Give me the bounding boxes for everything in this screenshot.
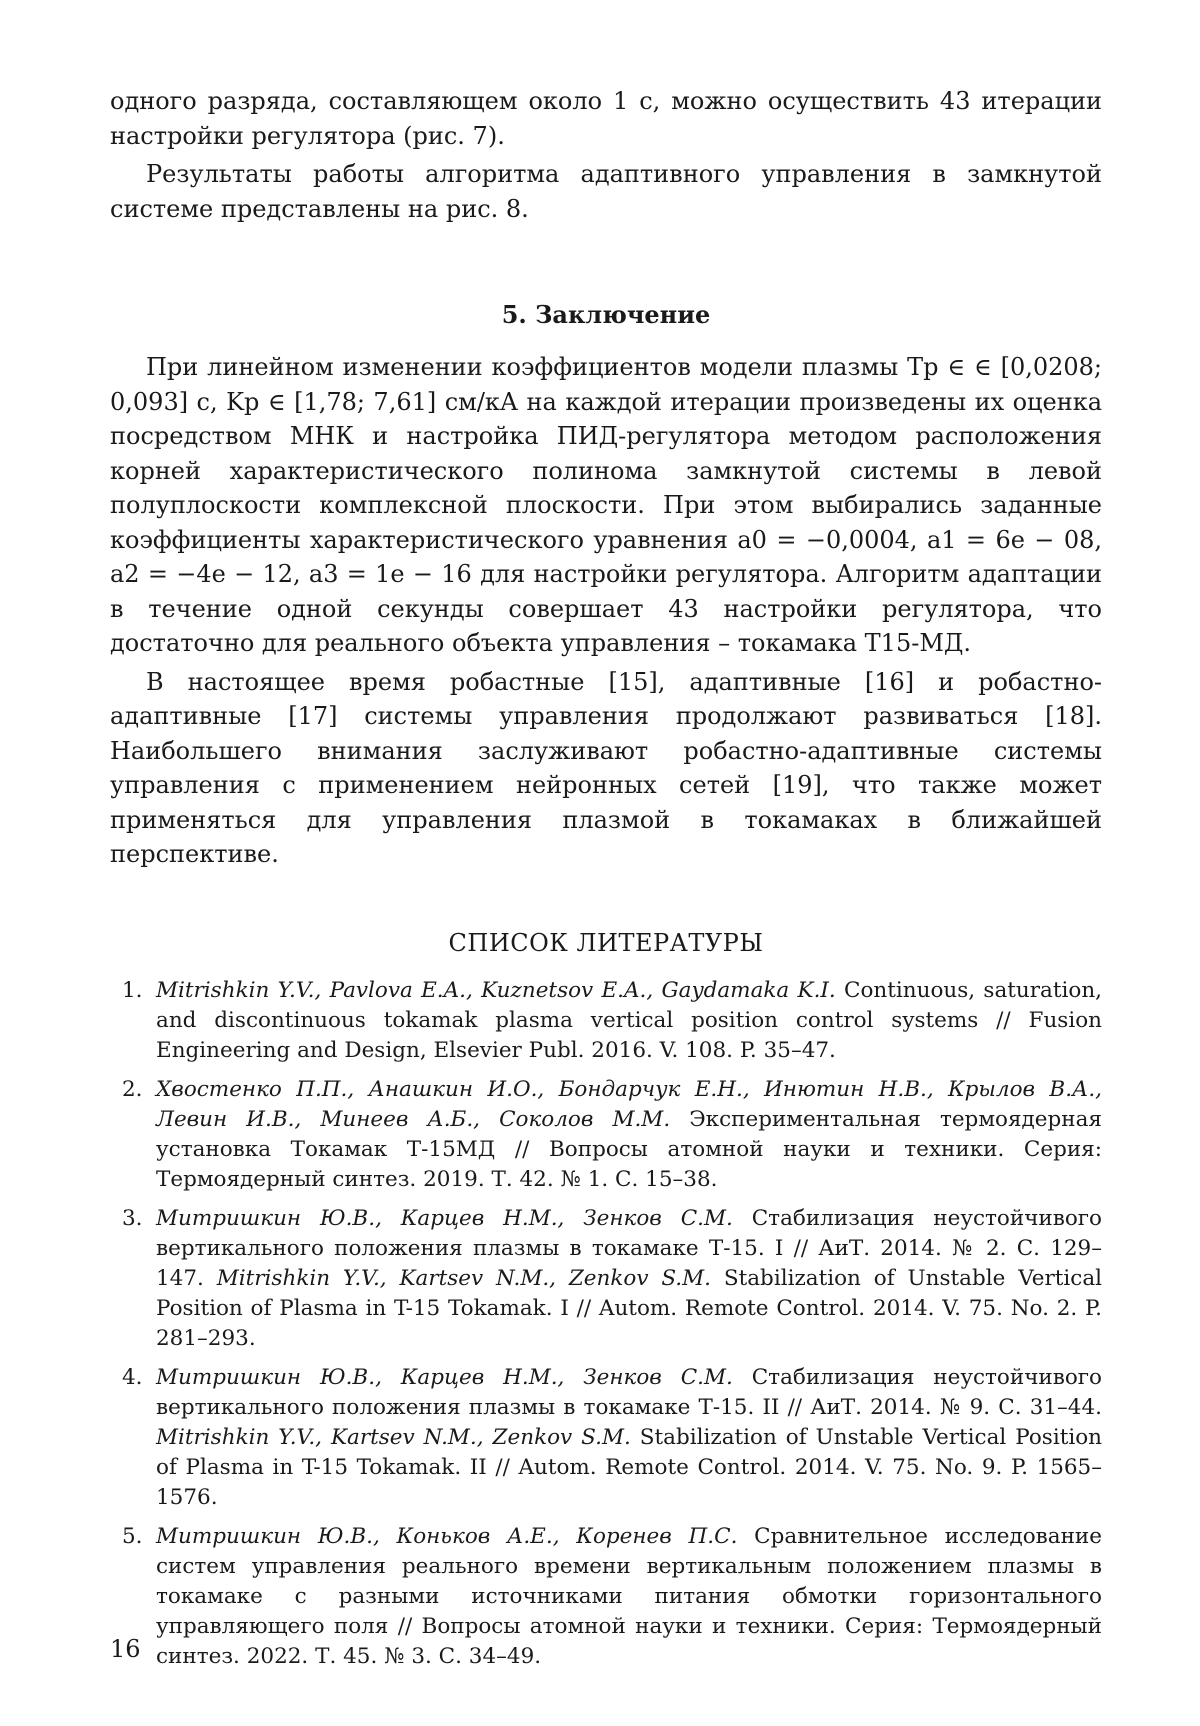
intro-paragraph-1: одного разряда, составляющем около 1 с, можно осуществить 43 итерации настройки регулятора (рис. 7). bbox=[110, 87, 1102, 150]
reference-list bbox=[110, 976, 1102, 1672]
reference-text-translation: Stabilization of Unstable Vertical Position of Plasma in T-15 Tokamak. I // Autom. Remote Control. 2014. V. 75. No. 2. P. 281–293. bbox=[156, 1265, 1103, 1351]
page-number: 16 bbox=[110, 1635, 141, 1663]
conclusion-paragraph-1: При линейном изменении коэффициентов модели плазмы Tp ∈ ∈ [0,0208; 0,093] с, Kp ∈ [1,78; 7,61] см/кА на каждой итерации произведены их оценка посредством МНК и настройка ПИД-регулятора методом расположения корней характеристического полинома замкнутой системы в левой полуплоскости комплексной плоскости. При этом выбирались заданные коэффициенты характеристического уравнения a0 = −0,0004, a1 = 6e − 08, a2 = −4e − 12, a3 = 1e − 16 для настройки регулятора. Алгоритм адаптации в течение одной секунды совершает 43 настройки регулятора, что достаточно для реального объекта управления – токамака Т15-МД. bbox=[110, 353, 1102, 657]
reference-authors: Mitrishkin Y.V., Pavlova E.A., Kuznetsov E.A., Gaydamaka K.I. bbox=[156, 977, 836, 1003]
reference-text: Continuous, saturation, and discontinuous tokamak plasma vertical position control systems // Fusion Engineering and Design, Elsevier Publ. 2016. V. 108. P. 35–47. bbox=[156, 977, 1102, 1063]
reference-item bbox=[110, 976, 1102, 1066]
reference-text: Стабилизация неустойчивого вертикального положения плазмы в токамаке Т-15. I // АиТ. 2014. № 2. С. 129–147. bbox=[156, 1205, 1102, 1291]
reference-number: 5. bbox=[122, 1523, 143, 1549]
reference-number: 1. bbox=[122, 977, 143, 1003]
page-body bbox=[110, 84, 1102, 1681]
conclusion-paragraph-2: В настоящее время робастные [15], адаптивные [16] и робастно-адаптивные [17] системы управления продолжают развиваться [18]. Наибольшего внимания заслуживают робастно-адаптивные системы управления с применением нейронных сетей [19], что также может применяться для управления плазмой в токамаках в ближайшей перспективе. bbox=[110, 667, 1102, 868]
reference-number: 2. bbox=[122, 1076, 143, 1102]
reference-text: Сравнительное исследование систем управления реального времени вертикальным положением плазмы в токамаке с разными источниками питания обмотки горизонтального управляющего поля // Вопросы атомной науки и техники. Серия: Термоядерный синтез. 2022. Т. 45. № 3. С. 34–49. bbox=[156, 1523, 1102, 1669]
intro-paragraph-2: Результаты работы алгоритма адаптивного управления в замкнутой системе представлены на рис. 8. bbox=[110, 160, 1102, 223]
reference-authors: Митришкин Ю.В., Карцев Н.М., Зенков С.М. bbox=[156, 1205, 733, 1231]
reference-text-translation: Stabilization of Unstable Vertical Position of Plasma in T-15 Tokamak. II // Autom. Remote Control. 2014. V. 75. No. 9. P. 1565–1576. bbox=[156, 1424, 1103, 1510]
reference-authors-translation: Mitrishkin Y.V., Kartsev N.M., Zenkov S.M. bbox=[216, 1265, 711, 1291]
reference-item bbox=[110, 1075, 1102, 1195]
reference-item bbox=[110, 1522, 1102, 1672]
reference-text: Экспериментальная термоядерная установка Токамак Т-15МД // Вопросы атомной науки и техники. Серия: Термоядерный синтез. 2019. Т. 42. № 1. С. 15–38. bbox=[156, 1106, 1102, 1192]
reference-number: 4. bbox=[122, 1364, 143, 1390]
reference-authors: Хвостенко П.П., Анашкин И.О., Бондарчук Е.Н., Инютин Н.В., Крылов В.А., Левин И.В., Минеев А.Б., Соколов М.М. bbox=[156, 1076, 1102, 1132]
reference-authors: Митришкин Ю.В., Карцев Н.М., Зенков С.М. bbox=[156, 1364, 733, 1390]
references-title: СПИСОК ЛИТЕРАТУРЫ bbox=[448, 928, 764, 957]
reference-number: 3. bbox=[122, 1205, 143, 1231]
reference-item bbox=[110, 1204, 1102, 1354]
reference-authors-translation: Mitrishkin Y.V., Kartsev N.M., Zenkov S.M. bbox=[156, 1424, 631, 1450]
section-title: 5. Заключение bbox=[501, 300, 711, 329]
reference-item bbox=[110, 1363, 1102, 1513]
reference-text: Стабилизация неустойчивого вертикального положения плазмы в токамаке Т-15. II // АиТ. 2014. № 9. С. 31–44. bbox=[156, 1364, 1102, 1420]
reference-authors: Митришкин Ю.В., Коньков А.Е., Коренев П.С. bbox=[156, 1523, 738, 1549]
